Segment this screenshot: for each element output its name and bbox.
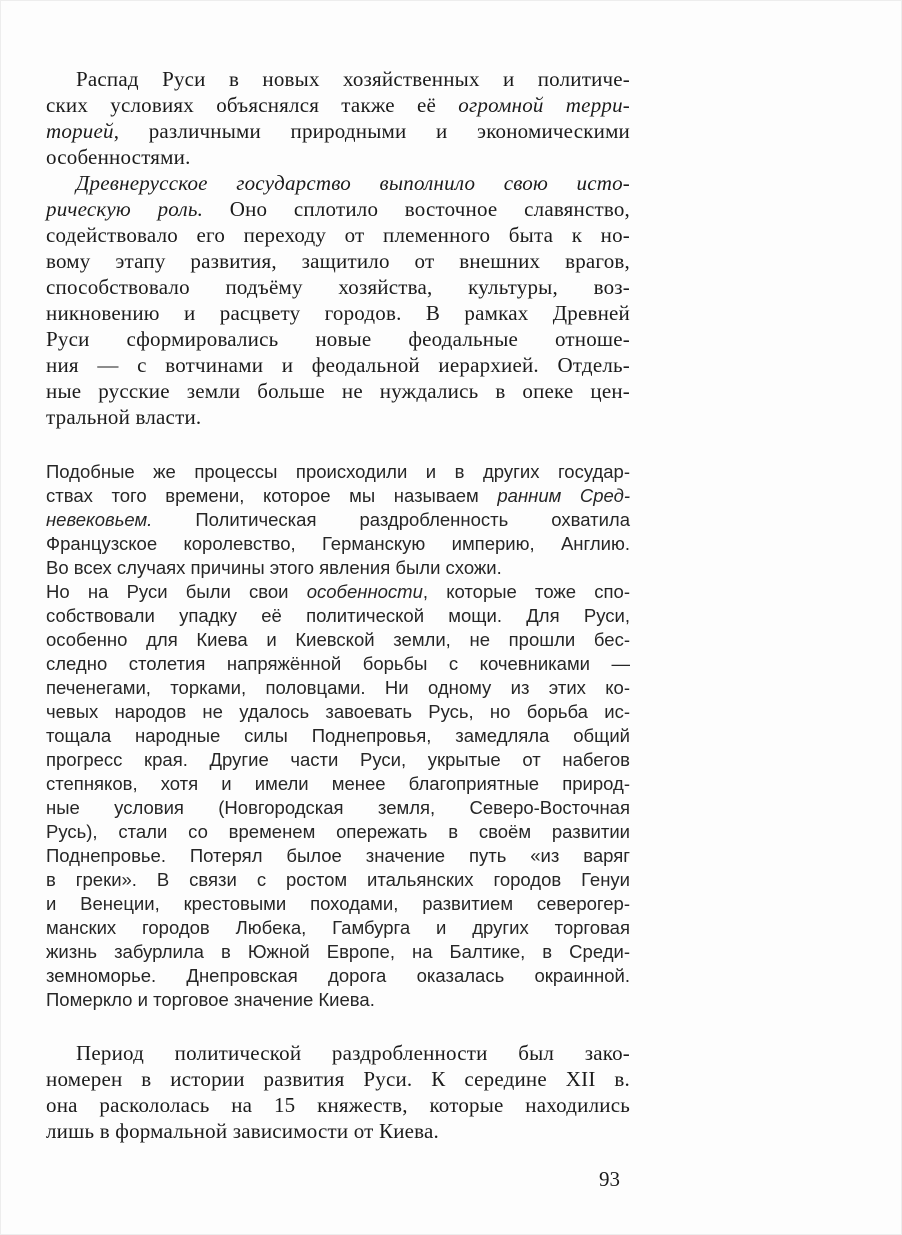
text-segment: Период политической раздробленности был зако- — [76, 1041, 630, 1065]
text-line — [46, 892, 630, 916]
page-number: 93 — [599, 1167, 620, 1191]
text-line — [46, 940, 630, 964]
text-segment: , которые тоже спо- — [422, 581, 630, 602]
text-segment: и Венеции, крестовыми походами, развитием северогер- — [46, 893, 630, 914]
text-line — [46, 820, 630, 844]
text-segment: Но на Руси были свои — [46, 581, 307, 602]
text-segment: никновению и расцвету городов. В рамках Древней — [46, 301, 630, 325]
text-segment: следно столетия напряжённой борьбы с кочевниками — — [46, 653, 630, 674]
text-segment: собствовали упадку её политической мощи. Для Руси, — [46, 605, 630, 626]
text-segment: земноморье. Днепровская дорога оказалась окраинной. — [46, 965, 630, 986]
italic-text-segment: огромной терри- — [458, 93, 630, 117]
text-line — [46, 652, 630, 676]
text-line — [46, 300, 630, 326]
text-line — [46, 66, 630, 92]
text-segment: жизнь забурлила в Южной Европе, на Балтике, в Среди- — [46, 941, 630, 962]
text-segment: вому этапу развития, защитило от внешних врагов, — [46, 249, 630, 273]
text-segment: Политическая раздробленность охватила — [152, 509, 630, 530]
text-segment: , различными природными и экономическими — [113, 119, 630, 143]
paragraph — [46, 170, 630, 430]
text-line — [46, 508, 630, 532]
text-segment: ствах того времени, которое мы называем — [46, 485, 498, 506]
paragraph — [46, 66, 630, 170]
italic-text-segment: ранним Сред- — [497, 485, 630, 506]
text-line — [46, 580, 630, 604]
italic-text-segment: Древнерусское государство выполнило свою исто- — [76, 171, 630, 195]
text-line — [46, 868, 630, 892]
text-line — [46, 844, 630, 868]
text-segment: лишь в формальной зависимости от Киева. — [46, 1119, 439, 1143]
text-line — [46, 532, 630, 556]
text-line — [46, 1040, 630, 1066]
text-segment: ских условиях объяснялся также её — [46, 93, 459, 117]
text-segment: Во всех случаях причины этого явления были схожи. — [46, 557, 502, 578]
text-line — [46, 352, 630, 378]
paragraph — [46, 1040, 630, 1144]
text-line — [46, 604, 630, 628]
text-segment: Французское королевство, Германскую империю, Англию. — [46, 533, 630, 554]
text-line — [46, 378, 630, 404]
italic-text-segment: особенности — [306, 581, 423, 602]
text-segment: Подобные же процессы происходили и в других государ- — [46, 461, 630, 482]
text-line — [46, 796, 630, 820]
text-segment: способствовало подъёму хозяйства, культуры, воз- — [46, 275, 630, 299]
text-segment: ные условия (Новгородская земля, Северо-Восточная — [46, 797, 630, 818]
text-line — [46, 92, 630, 118]
text-segment: тощала народные силы Поднепровья, замедляла общий — [46, 725, 630, 746]
text-segment: Русь), стали со временем опережать в своём развитии — [46, 821, 630, 842]
text-segment: Руси сформировались новые феодальные отноше- — [46, 327, 630, 351]
text-line — [46, 484, 630, 508]
text-line — [46, 772, 630, 796]
text-segment: особенно для Киева и Киевской земли, не прошли бес- — [46, 629, 630, 650]
text-line — [46, 1066, 630, 1092]
text-segment: Распад Руси в новых хозяйственных и политиче- — [76, 67, 630, 91]
text-segment: чевых народов не удалось завоевать Русь, но борьба ис- — [46, 701, 630, 722]
text-line — [46, 170, 630, 196]
text-segment: она раскололась на 15 княжеств, которые находились — [46, 1093, 630, 1117]
text-segment: содействовало его переходу от племенного быта к но- — [46, 223, 630, 247]
text-line — [46, 274, 630, 300]
text-line — [46, 748, 630, 772]
italic-text-segment: торией — [46, 119, 114, 143]
text-line — [46, 1118, 630, 1144]
text-segment: Поднепровье. Потерял былое значение путь «из варяг — [46, 845, 630, 866]
text-segment: ные русские земли больше не нуждались в опеке цен- — [46, 379, 630, 403]
text-segment: ния — с вотчинами и феодальной иерархией. Отдель- — [46, 353, 630, 377]
text-segment: номерен в истории развития Руси. К середине XII в. — [46, 1067, 630, 1091]
text-line — [46, 628, 630, 652]
text-line — [46, 326, 630, 352]
text-line — [46, 196, 630, 222]
text-line — [46, 248, 630, 274]
text-line — [46, 556, 630, 580]
text-line — [46, 144, 630, 170]
text-segment: тральной власти. — [46, 405, 202, 429]
text-line — [46, 222, 630, 248]
text-line — [46, 1092, 630, 1118]
italic-text-segment: невековьем. — [46, 509, 153, 530]
text-line — [46, 988, 630, 1012]
text-segment: степняков, хотя и имели менее благоприятные природ- — [46, 773, 630, 794]
text-line — [46, 676, 630, 700]
text-line — [46, 964, 630, 988]
text-segment: прогресс края. Другие части Руси, укрытые от набегов — [46, 749, 630, 770]
italic-text-segment: рическую роль. — [46, 197, 204, 221]
text-segment: Оно сплотило восточное славянство, — [203, 197, 630, 221]
text-segment: манских городов Любека, Гамбурга и других торговая — [46, 917, 630, 938]
text-segment: Померкло и торговое значение Киева. — [46, 989, 375, 1010]
text-line — [46, 700, 630, 724]
text-segment: печенегами, торками, половцами. Ни одному из этих ко- — [46, 677, 630, 698]
page-text — [46, 0, 630, 1144]
text-segment: особенностями. — [46, 145, 191, 169]
text-line — [46, 724, 630, 748]
text-line — [46, 404, 630, 430]
text-segment: в греки». В связи с ростом итальянских городов Генуи — [46, 869, 630, 890]
paragraph — [46, 460, 630, 580]
text-line — [46, 118, 630, 144]
paragraph — [46, 580, 630, 1012]
text-line — [46, 460, 630, 484]
text-line — [46, 916, 630, 940]
